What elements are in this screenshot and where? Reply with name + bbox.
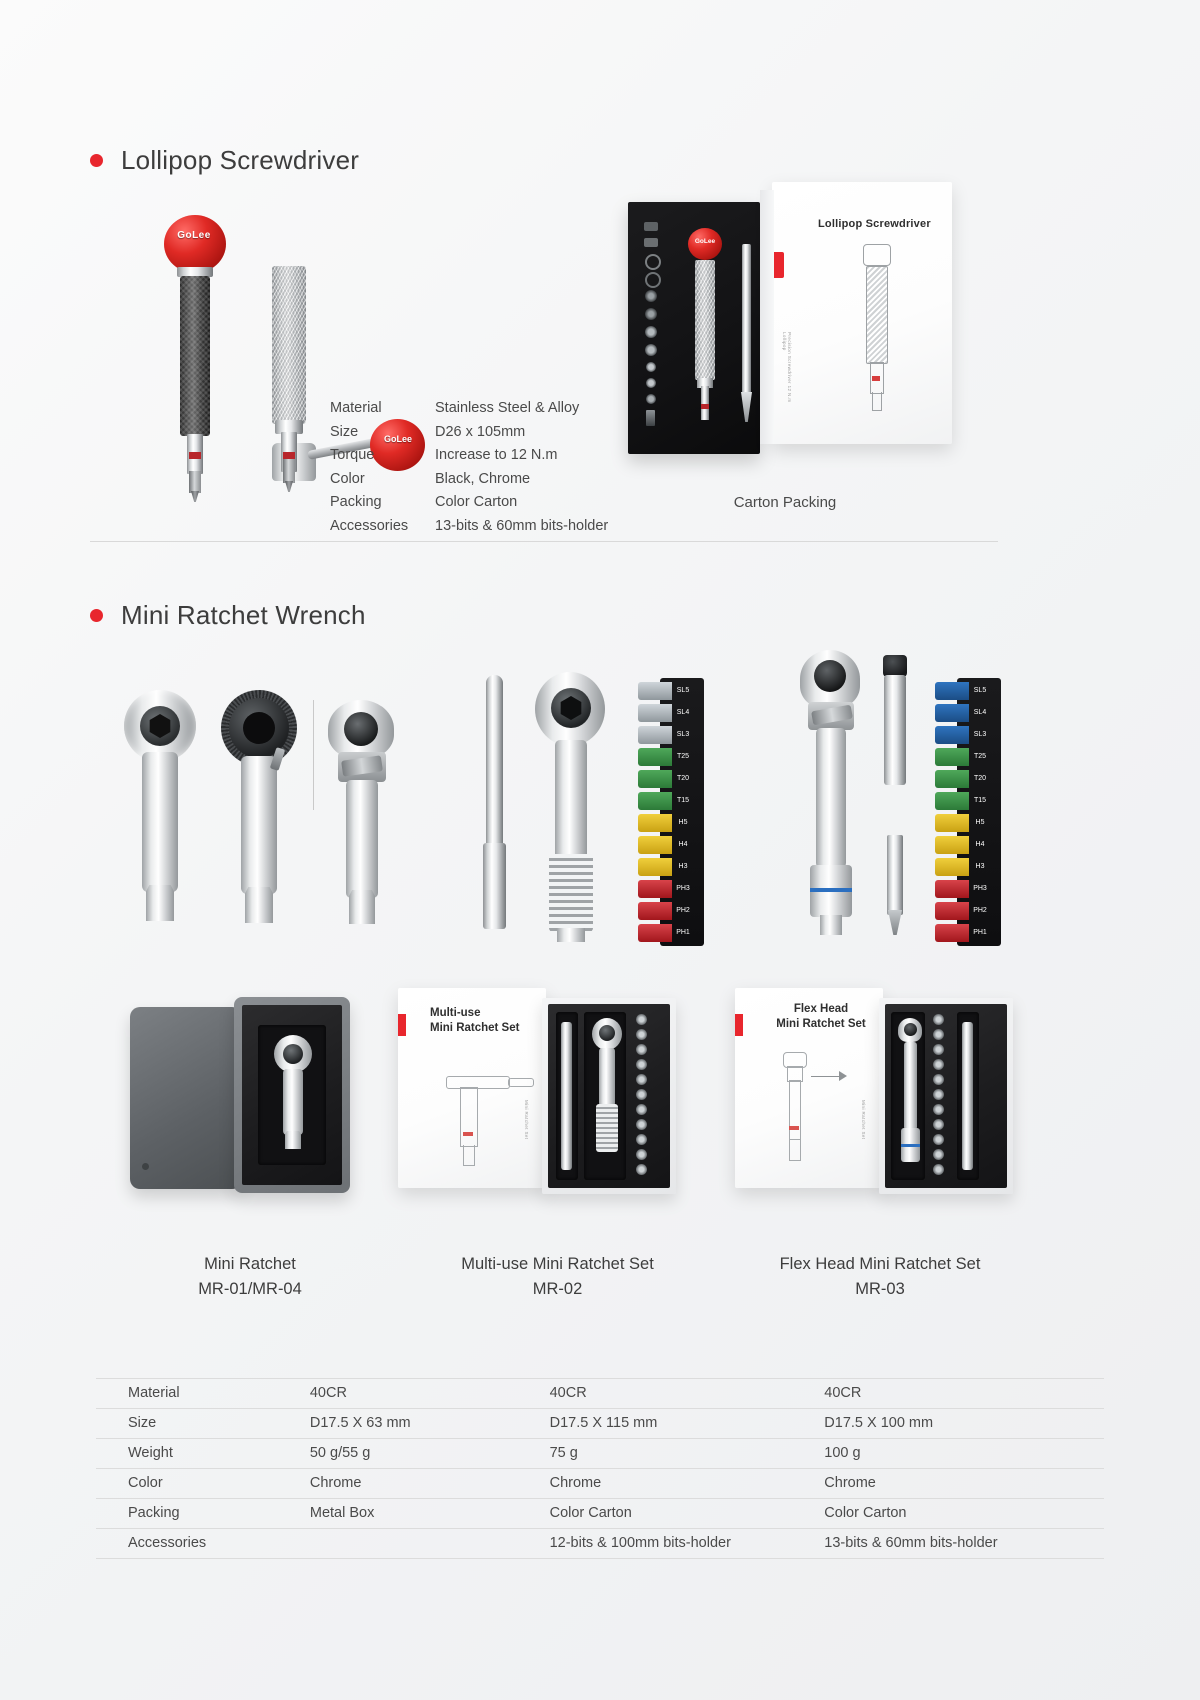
spec-key: Packing xyxy=(330,494,382,510)
table-cell-key: Material xyxy=(96,1379,310,1409)
table-cell-mr02: D17.5 X 115 mm xyxy=(550,1409,825,1439)
table-row xyxy=(96,1529,1104,1559)
spec-value: Stainless Steel & Alloy xyxy=(435,400,580,416)
bit-label: H3 xyxy=(678,863,688,870)
table-cell-mr03: 100 g xyxy=(824,1439,1104,1469)
bit-label: H3 xyxy=(975,863,985,870)
package-title-line2: Mini Ratchet Set xyxy=(776,1018,866,1030)
bit-label: T25 xyxy=(676,753,690,760)
art-separator xyxy=(313,700,314,810)
package-side-text-mr03: Mini Ratchet Set xyxy=(861,1100,866,1140)
spec-key: Accessories xyxy=(330,517,409,534)
product-mini-ratchet-1 xyxy=(120,690,210,940)
table-cell-mr02: 40CR xyxy=(550,1379,825,1409)
section-divider xyxy=(90,541,998,542)
bit-label: T15 xyxy=(676,797,690,804)
spec-row xyxy=(330,421,660,445)
package-title-line1: Multi-use xyxy=(430,1007,481,1019)
bit-label: H4 xyxy=(975,841,985,848)
table-cell-key: Color xyxy=(96,1469,310,1499)
caption-mini-ratchet xyxy=(145,1252,355,1302)
spec-value: 13-bits & 60mm bits-holder xyxy=(435,517,609,534)
bit-label: SL5 xyxy=(973,687,987,694)
table-row xyxy=(96,1409,1104,1439)
spec-row xyxy=(330,397,660,421)
bit-label: SL3 xyxy=(973,731,987,738)
product-name: Mini Ratchet xyxy=(204,1255,296,1273)
caption-carton-packing: Carton Packing xyxy=(733,494,837,511)
product-name: Flex Head Mini Ratchet Set xyxy=(779,1255,981,1273)
bit-label: SL4 xyxy=(973,709,987,716)
caption-flex-head-set xyxy=(745,1252,1015,1302)
table-cell-mr02: Chrome xyxy=(550,1469,825,1499)
table-cell-mr03: 13-bits & 60mm bits-holder xyxy=(824,1529,1104,1559)
table-row xyxy=(96,1469,1104,1499)
package-title-line2: Mini Ratchet Set xyxy=(430,1022,520,1034)
spec-key: Color xyxy=(330,470,365,487)
table-cell-mr02: 75 g xyxy=(550,1439,825,1469)
brand-logo-2: GoLee xyxy=(383,434,412,444)
package-box-title: Lollipop Screwdriver xyxy=(818,218,931,230)
bit-label: T20 xyxy=(676,775,690,782)
table-cell-key: Weight xyxy=(96,1439,310,1469)
product-mini-ratchet-3-flex xyxy=(320,700,410,950)
table-row xyxy=(96,1499,1104,1529)
table-cell-mr03: Color Carton xyxy=(824,1499,1104,1529)
table-cell-key: Size xyxy=(96,1409,310,1439)
table-cell-mr01: 40CR xyxy=(310,1379,550,1409)
bit-label: T20 xyxy=(973,775,987,782)
product-extension-bar xyxy=(480,675,510,945)
package-multi-use-set xyxy=(398,988,678,1203)
product-bits-holder xyxy=(875,655,915,945)
package-flex-head-set xyxy=(735,988,1015,1203)
spec-key: Size xyxy=(330,423,359,440)
bit-label: PH1 xyxy=(676,929,690,936)
bit-label: T25 xyxy=(973,753,987,760)
spec-row xyxy=(330,515,660,539)
spec-row xyxy=(330,444,660,468)
section-heading-lollipop xyxy=(90,145,359,176)
product-multi-use-ratchet xyxy=(525,672,620,947)
bit-label: SL3 xyxy=(676,731,690,738)
spec-row xyxy=(330,468,660,492)
caption-multi-use-set xyxy=(420,1252,695,1302)
table-cell-mr02: 12-bits & 100mm bits-holder xyxy=(550,1529,825,1559)
product-model: MR-03 xyxy=(855,1280,905,1298)
spec-value: Increase to 12 N.m xyxy=(435,447,558,463)
product-lollipop-chrome-body xyxy=(252,230,322,510)
table-row xyxy=(96,1379,1104,1409)
spec-value: Color Carton xyxy=(435,494,518,510)
package-side-text: Precision Screwdriver 12 N.m Lollipop xyxy=(782,332,792,403)
bit-label: SL4 xyxy=(676,709,690,716)
section-heading-mini-ratchet xyxy=(90,600,366,631)
product-model: MR-02 xyxy=(532,1280,583,1298)
table-row xyxy=(96,1439,1104,1469)
table-cell-mr02: Color Carton xyxy=(550,1499,825,1529)
bit-label: PH3 xyxy=(973,885,987,892)
table-cell-key: Accessories xyxy=(96,1529,310,1559)
bits-strip-flex-head xyxy=(935,678,1001,946)
product-model: MR-01/MR-04 xyxy=(198,1280,302,1298)
bit-label: PH2 xyxy=(973,907,987,914)
package-title-line1: Flex Head xyxy=(793,1003,849,1015)
bit-label: T15 xyxy=(973,797,987,804)
table-cell-mr03: 40CR xyxy=(824,1379,1104,1409)
spec-key: Torque xyxy=(330,447,375,463)
table-cell-mr01: D17.5 X 63 mm xyxy=(310,1409,550,1439)
spec-row xyxy=(330,491,660,515)
spec-table-mini-ratchet xyxy=(96,1378,1104,1559)
bit-label: PH2 xyxy=(676,907,690,914)
bit-label: H5 xyxy=(678,819,688,826)
package-metal-box xyxy=(130,995,360,1200)
bits-strip-multi-use xyxy=(638,678,704,946)
brand-logo-3: GoLee xyxy=(694,238,716,245)
spec-value: D26 x 105mm xyxy=(435,423,526,440)
brand-logo: GoLee xyxy=(177,230,211,241)
bit-label: PH1 xyxy=(973,929,987,936)
spec-key: Material xyxy=(330,400,382,416)
bit-label: H4 xyxy=(678,841,688,848)
bullet-icon xyxy=(90,154,103,167)
section-title: Mini Ratchet Wrench xyxy=(121,600,366,630)
table-cell-key: Packing xyxy=(96,1499,310,1529)
table-cell-mr01 xyxy=(310,1529,550,1559)
spec-list-lollipop xyxy=(330,397,660,538)
table-cell-mr01: Metal Box xyxy=(310,1499,550,1529)
spec-value: Black, Chrome xyxy=(435,470,531,487)
section-title: Lollipop Screwdriver xyxy=(121,145,360,175)
package-lollipop-carton xyxy=(622,182,952,472)
table-cell-mr01: 50 g/55 g xyxy=(310,1439,550,1469)
table-cell-mr03: D17.5 X 100 mm xyxy=(824,1409,1104,1439)
product-name: Multi-use Mini Ratchet Set xyxy=(461,1255,654,1273)
package-side-text-mr02: Mini Ratchet Set xyxy=(524,1100,529,1140)
table-cell-mr03: Chrome xyxy=(824,1469,1104,1499)
product-lollipop-screwdriver-black xyxy=(150,215,260,505)
product-mini-ratchet-2 xyxy=(215,690,310,940)
bit-label: SL5 xyxy=(676,687,690,694)
bit-label: H5 xyxy=(975,819,985,826)
bullet-icon xyxy=(90,609,103,622)
table-cell-mr01: Chrome xyxy=(310,1469,550,1499)
bit-label: PH3 xyxy=(676,885,690,892)
